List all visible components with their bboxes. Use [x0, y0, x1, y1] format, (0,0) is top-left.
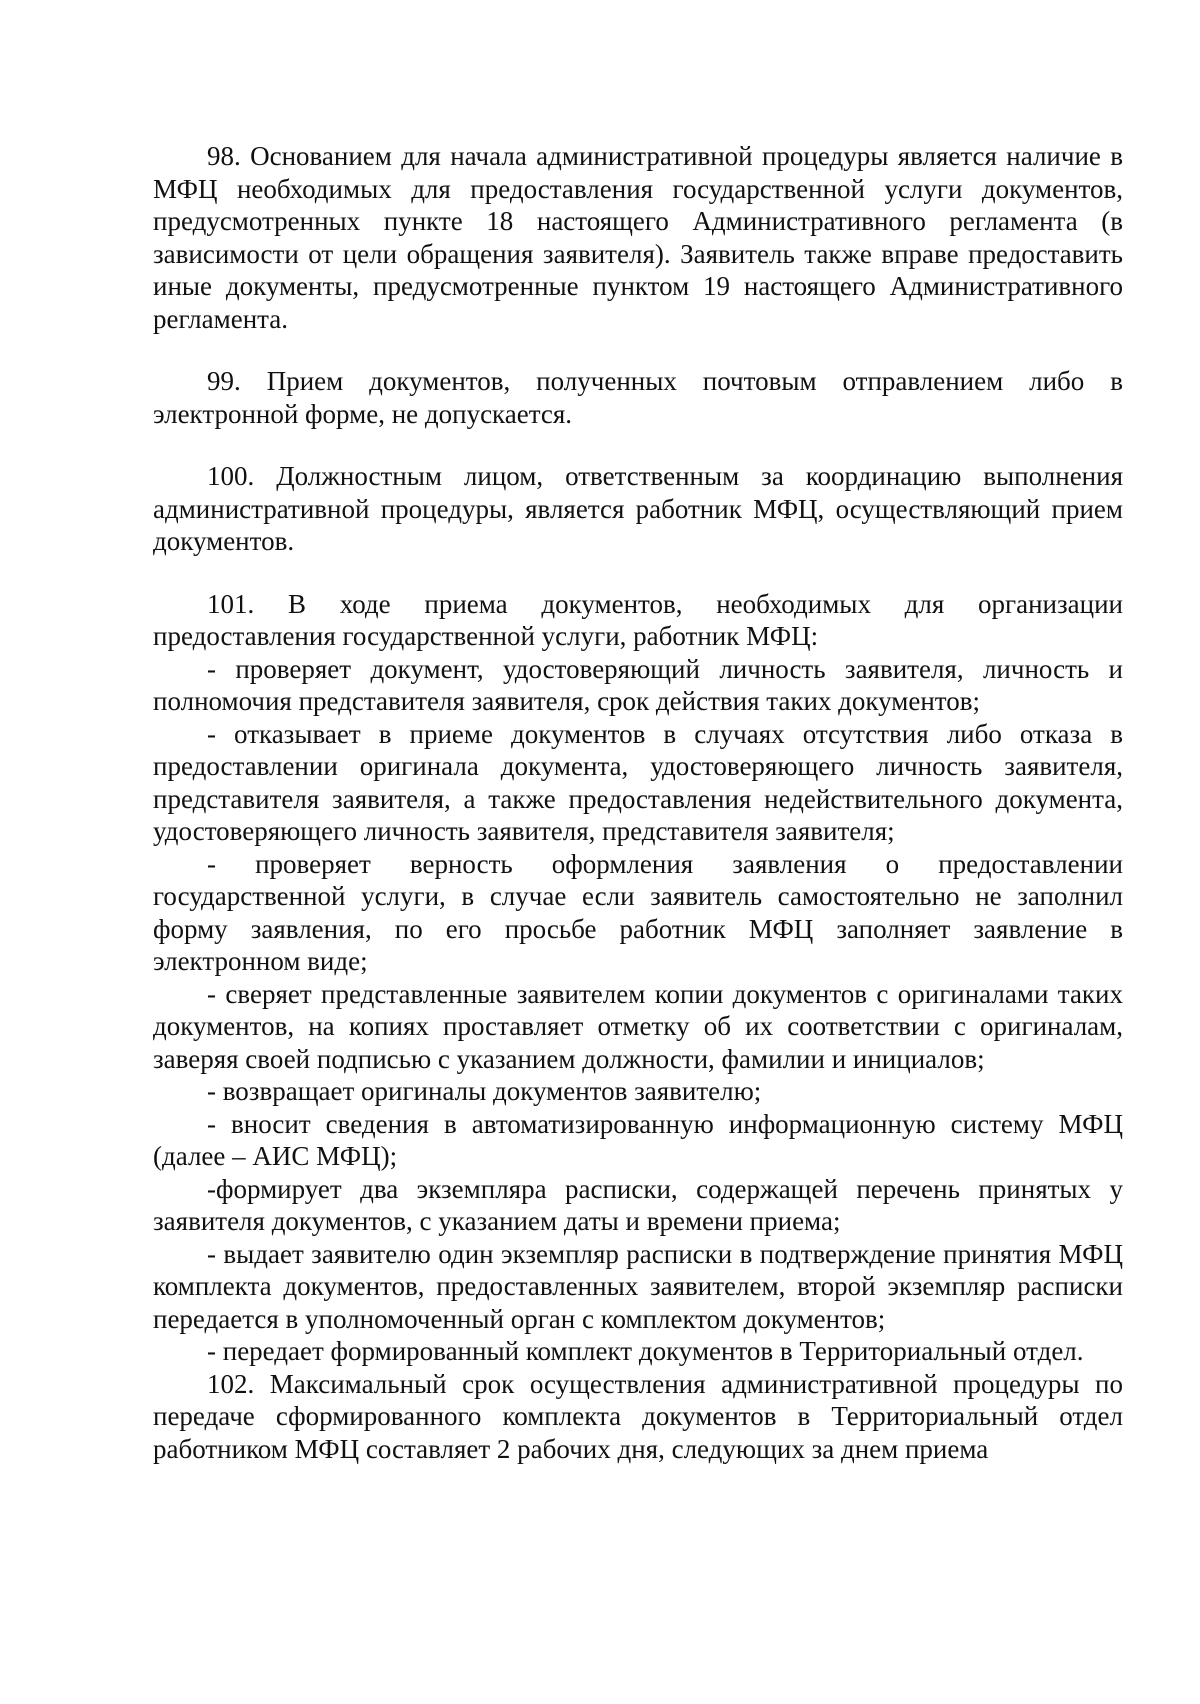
bullet-item-3: - проверяет верность оформления заявления о предоставлении государственной услуги, в случае если заявитель самостоятельно не заполнил форму заявления, по его просьбе работник МФЦ заполняет заявление в электронном виде; [153, 848, 1123, 976]
paragraph-101: 101. В ходе приема документов, необходимых для организации предоставления государственной услуги, работник МФЦ: [153, 588, 1123, 651]
bullet-item-2: - отказывает в приеме документов в случаях отсутствия либо отказа в предоставлении оригинала документа, удостоверяющего личность заявителя, представителя заявителя, а также предоставления недействительного документа, удостоверяющего личность заявителя, представителя заявителя; [153, 718, 1123, 846]
paragraph-102: 102. Максимальный срок осуществления административной процедуры по передаче сформированного комплекта документов в Территориальный отдел работником МФЦ составляет 2 рабочих дня, следующих за днем приема [153, 1368, 1123, 1464]
document-page [153, 140, 1123, 1465]
bullet-item-5: - возвращает оригиналы документов заявителю; [207, 1076, 762, 1106]
paragraph-98: 98. Основанием для начала административной процедуры является наличие в МФЦ необходимых для предоставления государственной услуги документов, предусмотренных пункте 18 настоящего Административного регламента (в зависимости от цели обращения заявителя). Заявитель также вправе предоставить иные документы, предусмотренные пунктом 19 настоящего Административного регламента. [153, 141, 1123, 334]
bullet-item-8: - выдает заявителю один экземпляр расписки в подтверждение принятия МФЦ комплекта документов, предоставленных заявителем, второй экземпляр расписки передается в уполномоченный орган с комплектом документов; [153, 1238, 1123, 1334]
bullet-item-4: - сверяет представленные заявителем копии документов с оригиналами таких документов, на копиях проставляет отметку об их соответствии с оригиналам, заверяя своей подписью с указанием должности, фамилии и инициалов; [153, 978, 1123, 1074]
bullet-item-1: - проверяет документ, удостоверяющий личность заявителя, личность и полномочия представителя заявителя, срок действия таких документов; [153, 653, 1123, 716]
bullet-item-6: - вносит сведения в автоматизированную информационную систему МФЦ (далее – АИС МФЦ); [153, 1108, 1123, 1171]
paragraph-100: 100. Должностным лицом, ответственным за координацию выполнения административной процедуры, является работник МФЦ, осуществляющий прием документов. [153, 461, 1123, 556]
paragraph-99: 99. Прием документов, полученных почтовым отправлением либо в электронной форме, не допускается. [153, 366, 1123, 429]
bullet-item-7: -формирует два экземпляра расписки, содержащей перечень принятых у заявителя документов, с указанием даты и времени приема; [153, 1173, 1123, 1236]
bullet-item-9: - передает формированный комплект документов в Территориальный отдел. [207, 1336, 1084, 1366]
